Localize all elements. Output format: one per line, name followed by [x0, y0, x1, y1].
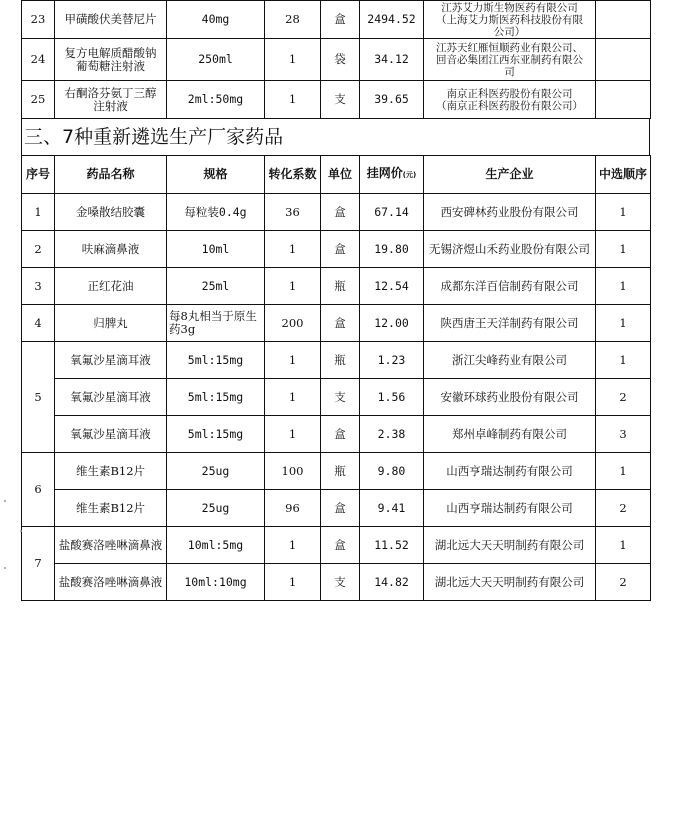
drug-spec: 40mg	[167, 1, 265, 39]
scan-speck	[4, 567, 6, 569]
drug-name	[55, 39, 167, 81]
drug-name-line: 葡萄糖注射液	[76, 58, 145, 73]
group-number: 7	[22, 527, 55, 601]
company: 无锡济煜山禾药业股份有限公司	[424, 231, 596, 268]
selection-order: 1	[596, 453, 651, 490]
conversion-factor: 1	[265, 342, 321, 379]
selection-order: 1	[596, 231, 651, 268]
unit: 支	[321, 81, 360, 119]
unit: 瓶	[321, 453, 360, 490]
selection-order	[596, 39, 651, 81]
price: 1.56	[360, 379, 424, 416]
unit: 瓶	[321, 342, 360, 379]
drug-name: 呋麻滴鼻液	[55, 231, 167, 268]
price: 9.41	[360, 490, 424, 527]
group-number: 3	[22, 268, 55, 305]
drug-name: 氧氟沙星滴耳液	[55, 379, 167, 416]
price: 2494.52	[360, 1, 424, 39]
company	[424, 1, 596, 39]
group-number: 5	[22, 342, 55, 453]
company: 湖北远大天天明制药有限公司	[424, 564, 596, 601]
price: 11.52	[360, 527, 424, 564]
drug-name-line: 复方电解质醋酸钠	[64, 45, 157, 60]
selection-order: 2	[596, 564, 651, 601]
table-row	[22, 194, 651, 231]
table-row	[22, 564, 651, 601]
company	[424, 81, 596, 119]
scan-speck	[4, 500, 6, 502]
spec-line: 药3g	[169, 322, 196, 336]
company-line: 江苏艾力斯生物医药有限公司	[441, 1, 578, 14]
row-number: 23	[22, 1, 55, 39]
company-line: （上海艾力斯医药科技股份有限	[436, 13, 583, 26]
company-line: （南京正科医药股份有限公司）	[436, 99, 583, 112]
drug-spec: 250ml	[167, 39, 265, 81]
table-row	[22, 231, 651, 268]
company: 郑州卓峰制药有限公司	[424, 416, 596, 453]
price: 12.54	[360, 268, 424, 305]
price: 2.38	[360, 416, 424, 453]
company: 陕西唐王天洋制药有限公司	[424, 305, 596, 342]
conversion-factor: 96	[265, 490, 321, 527]
unit: 支	[321, 564, 360, 601]
conversion-factor: 200	[265, 305, 321, 342]
header-price-label: 挂网价	[366, 166, 403, 180]
selection-order: 1	[596, 268, 651, 305]
section-title: 三、7种重新遴选生产厂家药品	[21, 118, 650, 155]
group-number: 4	[22, 305, 55, 342]
spec-line: 每8丸相当于原生	[169, 309, 257, 323]
drug-spec: 10ml	[167, 231, 265, 268]
header-company: 生产企业	[424, 156, 596, 194]
selection-order	[596, 1, 651, 39]
group-number: 6	[22, 453, 55, 527]
company: 成都东洋百信制药有限公司	[424, 268, 596, 305]
unit: 盒	[321, 416, 360, 453]
company-line: 司	[504, 65, 515, 78]
drug-spec: 10ml:5mg	[167, 527, 265, 564]
company: 山西亨瑞达制药有限公司	[424, 453, 596, 490]
unit: 盒	[321, 490, 360, 527]
company-line: 江苏天红雁恒顺药业有限公司、	[436, 41, 583, 54]
company	[424, 39, 596, 81]
drug-name: 甲磺酸伏美替尼片	[55, 1, 167, 39]
table-row	[22, 342, 651, 379]
top-drug-table	[21, 0, 651, 119]
price: 9.80	[360, 453, 424, 490]
drug-spec: 5ml:15mg	[167, 379, 265, 416]
header-no: 序号	[22, 156, 55, 194]
drug-spec: 25ml	[167, 268, 265, 305]
drug-spec: 25ug	[167, 453, 265, 490]
selection-order: 1	[596, 527, 651, 564]
drug-name: 盐酸赛洛唑啉滴鼻液	[55, 527, 167, 564]
drug-name: 维生素B12片	[55, 490, 167, 527]
price: 67.14	[360, 194, 424, 231]
unit: 支	[321, 379, 360, 416]
drug-name: 氧氟沙星滴耳液	[55, 342, 167, 379]
unit: 盒	[321, 527, 360, 564]
table-row	[22, 305, 651, 342]
drug-spec: 每粒装0.4g	[167, 194, 265, 231]
drug-name: 盐酸赛洛唑啉滴鼻液	[55, 564, 167, 601]
price: 34.12	[360, 39, 424, 81]
drug-name: 氧氟沙星滴耳液	[55, 416, 167, 453]
drug-spec: 10ml:10mg	[167, 564, 265, 601]
header-factor: 转化系数	[265, 156, 321, 194]
conversion-factor: 1	[265, 527, 321, 564]
reselected-drugs-table	[21, 155, 651, 601]
header-order: 中选顺序	[596, 156, 651, 194]
company: 湖北远大天天明制药有限公司	[424, 527, 596, 564]
table-row	[22, 379, 651, 416]
company-line: 南京正科医药股份有限公司	[446, 87, 573, 100]
conversion-factor: 1	[265, 379, 321, 416]
table-row	[22, 39, 651, 81]
table-header-row	[22, 156, 651, 194]
header-price-unit: (元)	[402, 171, 417, 179]
drug-spec: 5ml:15mg	[167, 416, 265, 453]
price: 12.00	[360, 305, 424, 342]
group-number: 1	[22, 194, 55, 231]
selection-order: 3	[596, 416, 651, 453]
unit: 盒	[321, 1, 360, 39]
row-number: 25	[22, 81, 55, 119]
selection-order: 2	[596, 379, 651, 416]
table-row	[22, 268, 651, 305]
row-number: 24	[22, 39, 55, 81]
unit: 盒	[321, 231, 360, 268]
drug-spec: 2ml:50mg	[167, 81, 265, 119]
group-number: 2	[22, 231, 55, 268]
header-price	[360, 156, 424, 194]
company: 浙江尖峰药业有限公司	[424, 342, 596, 379]
drug-spec: 5ml:15mg	[167, 342, 265, 379]
selection-order: 1	[596, 194, 651, 231]
header-spec: 规格	[167, 156, 265, 194]
drug-name: 正红花油	[55, 268, 167, 305]
conversion-factor: 36	[265, 194, 321, 231]
table-row	[22, 490, 651, 527]
table-row	[22, 527, 651, 564]
price: 39.65	[360, 81, 424, 119]
company: 西安碑林药业股份有限公司	[424, 194, 596, 231]
scan-speck	[20, 530, 22, 532]
selection-order: 1	[596, 342, 651, 379]
price: 19.80	[360, 231, 424, 268]
selection-order: 1	[596, 305, 651, 342]
unit: 袋	[321, 39, 360, 81]
header-name: 药品名称	[55, 156, 167, 194]
price: 1.23	[360, 342, 424, 379]
drug-spec: 25ug	[167, 490, 265, 527]
unit: 瓶	[321, 268, 360, 305]
price: 14.82	[360, 564, 424, 601]
conversion-factor: 100	[265, 453, 321, 490]
selection-order	[596, 81, 651, 119]
table-row	[22, 416, 651, 453]
drug-name	[55, 81, 167, 119]
drug-name: 归脾丸	[55, 305, 167, 342]
conversion-factor: 1	[265, 416, 321, 453]
company-line: 公司）	[493, 25, 526, 38]
drug-name: 维生素B12片	[55, 453, 167, 490]
conversion-factor: 1	[265, 564, 321, 601]
drug-name: 金嗓散结胶囊	[55, 194, 167, 231]
drug-name-line: 右酮洛芬氨丁三醇	[64, 85, 157, 100]
conversion-factor: 1	[265, 39, 321, 81]
conversion-factor: 1	[265, 268, 321, 305]
selection-order: 2	[596, 490, 651, 527]
company: 山西亨瑞达制药有限公司	[424, 490, 596, 527]
drug-spec	[167, 305, 265, 342]
company: 安徽环球药业股份有限公司	[424, 379, 596, 416]
conversion-factor: 28	[265, 1, 321, 39]
conversion-factor: 1	[265, 81, 321, 119]
company-line: 回音必集团江西东亚制药有限公	[436, 53, 583, 66]
table-row	[22, 453, 651, 490]
header-unit: 单位	[321, 156, 360, 194]
drug-name-line: 注射液	[93, 98, 128, 113]
table-row	[22, 81, 651, 119]
unit: 盒	[321, 305, 360, 342]
unit: 盒	[321, 194, 360, 231]
table-row	[22, 1, 651, 39]
conversion-factor: 1	[265, 231, 321, 268]
